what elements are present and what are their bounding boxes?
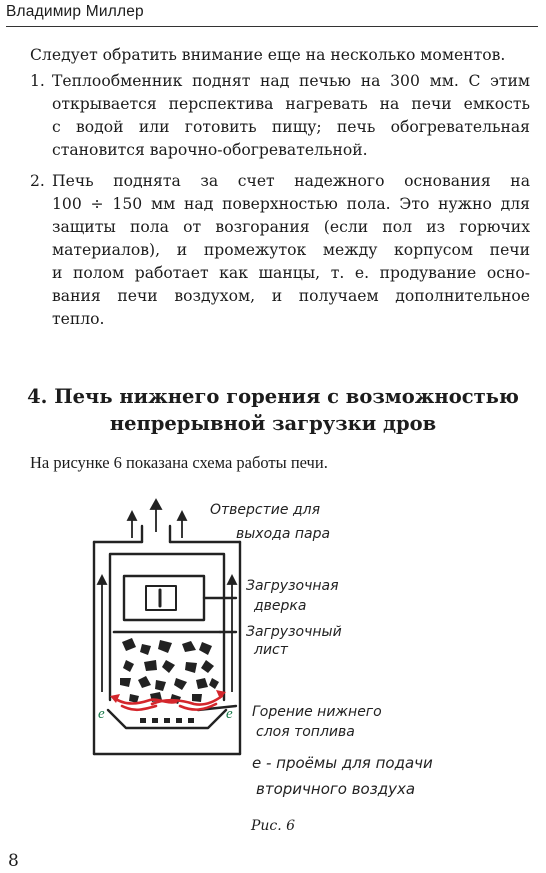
loading-door <box>124 576 204 620</box>
text-line: защиты пола от возгорания (если пол из горючих <box>52 218 530 236</box>
text-line: Печь поднята за счет надежного основания на <box>52 172 530 190</box>
author-name: Владимир Миллер <box>6 3 144 20</box>
air-slot-marker: e <box>98 706 105 722</box>
text-line: и полом работает как шанцы, т. е. продувание осно- <box>52 264 530 282</box>
running-header <box>6 2 538 27</box>
stove-diagram <box>86 492 476 812</box>
label-burn: слоя топлива <box>256 724 355 740</box>
label-air-slots: вторичного воздуха <box>256 780 416 798</box>
air-slot-marker: e <box>226 706 233 722</box>
label-door: дверка <box>254 598 307 614</box>
text-line: вания печи воздухом, и получаем дополнительное <box>52 287 530 305</box>
label-burn: Горение нижнего <box>252 704 382 720</box>
intro-paragraph: Следует обратить внимание еще на несколько моментов. <box>30 46 506 64</box>
text-line: Теплообменник поднят над печью на 300 мм. С этим <box>52 72 530 90</box>
section-heading: 4. Печь нижнего горения с возможностью <box>27 385 519 408</box>
label-vent: выхода пара <box>236 526 331 542</box>
text-line: становится варочно-обогревательной. <box>52 141 368 159</box>
fuel-pieces <box>120 638 219 704</box>
section-heading-cont: непрерывной загрузки дров <box>109 412 437 435</box>
text-line: с водой или готовить пищу; печь обогревательная <box>52 118 530 136</box>
label-vent: Отверстие для <box>210 502 320 518</box>
figure-caption: Рис. 6 <box>250 818 296 834</box>
label-air-slots: е - проёмы для подачи <box>252 754 433 772</box>
label-door: Загрузочная <box>246 578 339 594</box>
text-line: открывается перспектива нагревать на печи емкость <box>52 95 530 113</box>
text-line: тепло. <box>52 310 105 328</box>
text-line: 100 ÷ 150 мм над поверхностью пола. Это нужно для <box>52 195 530 213</box>
figure-intro: На рисунке 6 показана схема работы печи. <box>30 453 328 472</box>
label-sheet: Загрузочный <box>246 624 342 640</box>
text-line: материалов), и промежуток между корпусом печи <box>52 241 530 259</box>
grate-holes <box>140 718 194 723</box>
list-number: 1. <box>30 72 45 90</box>
list-item-1 <box>30 70 530 162</box>
page-number: 8 <box>8 851 19 871</box>
list-item-2 <box>30 170 530 331</box>
list-number: 2. <box>30 172 45 190</box>
label-sheet: лист <box>254 642 288 658</box>
